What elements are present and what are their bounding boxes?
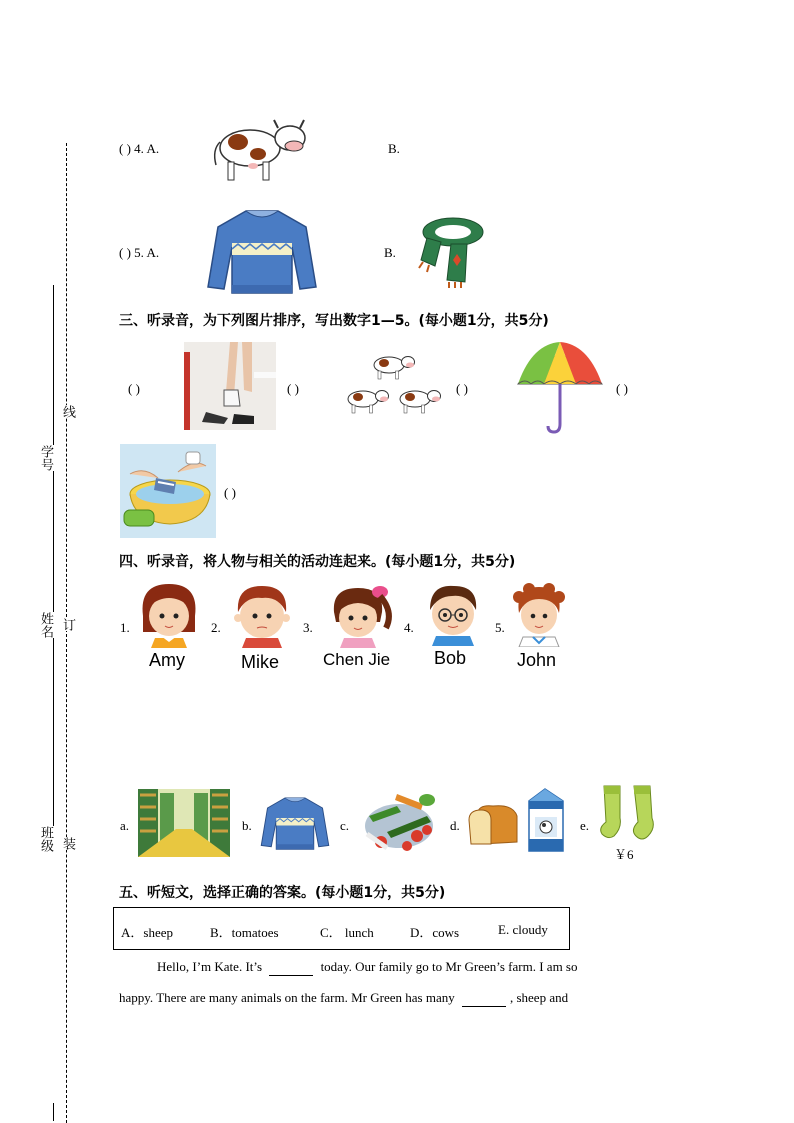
part3-title: 三、听录音，为下列图片排序，写出数字1—5。(每小题1分，共5分): [119, 313, 549, 329]
scarf-picture: [413, 210, 488, 290]
option-c: C． lunch: [320, 925, 374, 940]
option-d: D．cows: [410, 925, 460, 940]
binding-xian: 线: [60, 405, 75, 418]
mike-face: [230, 582, 294, 648]
sweater-picture: [206, 207, 318, 295]
q4-option-b: B.: [388, 141, 400, 156]
part3-blank-4[interactable]: ( ): [616, 381, 628, 396]
person-name-chen-jie: Chen Jie: [323, 650, 391, 669]
activity-letter-d: d.: [450, 818, 460, 833]
binding-ding: 订: [60, 618, 75, 631]
part3-blank-1[interactable]: ( ): [128, 381, 140, 396]
person-name-bob: Bob: [434, 648, 467, 668]
activity-letter-e: e.: [580, 818, 590, 833]
cows-picture: [342, 350, 446, 420]
passage-line-1: [157, 959, 578, 976]
answer-blank-2[interactable]: [462, 990, 506, 1007]
passage-line-2: [119, 990, 568, 1007]
activity-letter-c: c.: [340, 818, 350, 833]
passage-text: happy. There are many animals on the farm. Mr Green has many: [119, 990, 455, 1005]
q5-prompt: ( ) 5. A.: [119, 245, 160, 260]
activity-sweater-picture: [260, 793, 330, 853]
person-number-4: 4.: [404, 620, 414, 635]
cow-picture: [208, 110, 308, 185]
umbrella-picture: [514, 340, 606, 434]
name-label: 姓名: [38, 612, 53, 638]
part4-title: 四、听录音，将人物与相关的活动连起来。(每小题1分，共5分): [119, 554, 516, 570]
person-number-3: 3.: [303, 620, 313, 635]
binding-solid-line: [53, 285, 54, 845]
person-number-1: 1.: [120, 620, 130, 635]
passage-text: Hello, I’m Kate. It’s: [157, 959, 263, 974]
class-label: 班级: [38, 826, 53, 852]
option-a: A．sheep: [121, 925, 173, 940]
socks-picture: [598, 784, 664, 844]
chen-jie-face: [324, 582, 394, 648]
option-e: E. cloudy: [498, 922, 548, 937]
person-name-amy: Amy: [149, 650, 185, 670]
john-face: [511, 583, 567, 647]
binding-dashed-line: [66, 143, 67, 1123]
library-picture: [138, 789, 230, 857]
passage-text: , sheep and: [509, 990, 569, 1005]
part5-title: 五、听短文，选择正确的答案。(每小题1分，共5分): [119, 885, 446, 901]
q4-prompt: ( ) 4. A.: [119, 141, 160, 156]
answer-blank-1[interactable]: [269, 959, 313, 976]
option-b: B．tomatoes: [210, 925, 279, 940]
activity-letter-a: a.: [120, 818, 130, 833]
washing-socks-picture: [120, 444, 216, 538]
person-number-5: 5.: [495, 620, 505, 635]
shoes-photo: [184, 342, 276, 430]
socks-price: ￥6: [614, 847, 634, 862]
student-number-label: 学号: [38, 445, 53, 471]
binding-solid-line-bottom: [53, 1103, 54, 1121]
part3-blank-3[interactable]: ( ): [456, 381, 468, 396]
bread-picture: [467, 802, 521, 846]
person-number-2: 2.: [211, 620, 221, 635]
passage-text: today. Our family go to Mr Green’s farm. I am so: [320, 959, 578, 974]
vegetables-picture: [357, 786, 441, 858]
milk-carton-picture: [523, 787, 569, 853]
person-name-john: John: [517, 650, 557, 670]
binding-zhuang: 装: [60, 837, 75, 850]
part3-blank-5[interactable]: ( ): [224, 485, 236, 500]
q5-option-b: B.: [384, 245, 396, 260]
activity-letter-b: b.: [242, 818, 252, 833]
amy-face: [137, 580, 201, 648]
bob-face: [422, 582, 484, 646]
part3-blank-2[interactable]: ( ): [287, 381, 299, 396]
person-name-mike: Mike: [241, 652, 280, 672]
